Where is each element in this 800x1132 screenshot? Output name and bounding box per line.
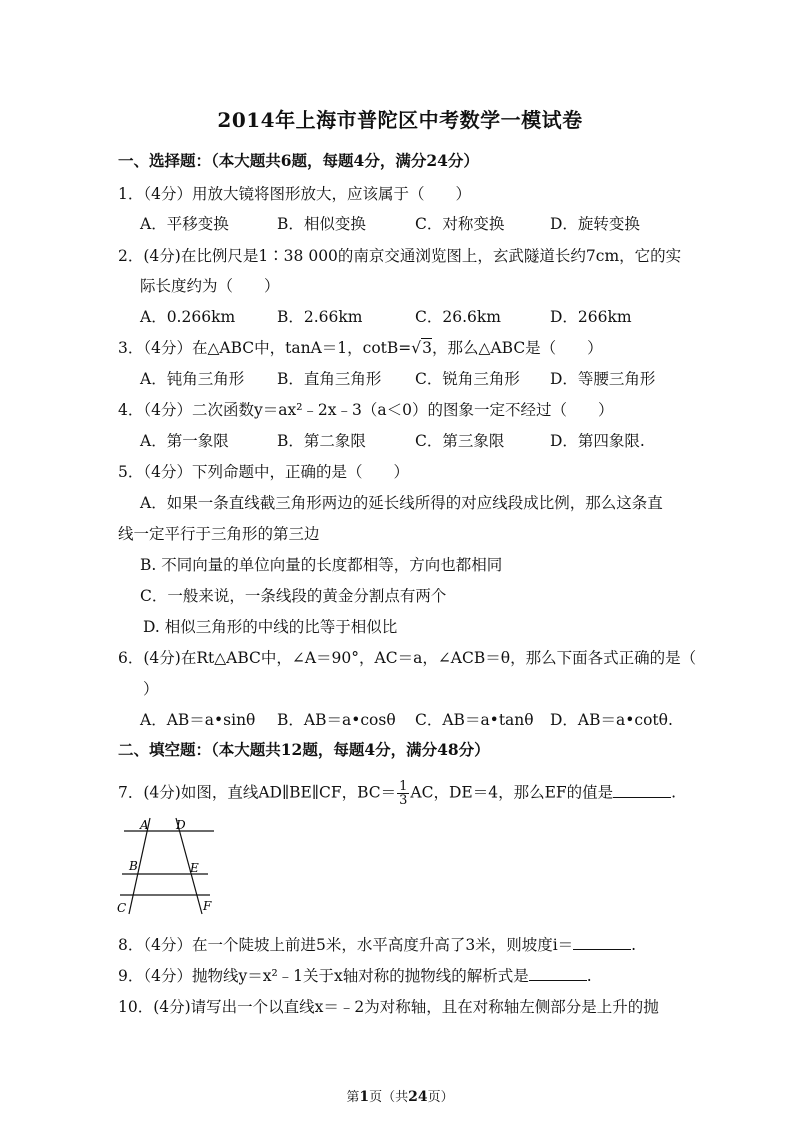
q1-option-a: A．平移变换 [140,215,229,233]
label-e: E [190,861,199,875]
footer-page-number: 1 [359,1089,370,1105]
q6-option-d: D．AB＝a•cotθ. [550,711,673,729]
q5-option-c: C．一般来说，一条线段的黄金分割点有两个 [140,587,447,605]
q6-option-c: C．AB＝a•tanθ [415,711,534,729]
q8-answer-blank[interactable] [573,935,631,950]
q6-option-a: A．AB＝a•sinθ [140,711,256,729]
q7-end: . [671,783,677,802]
q6-stem-line1: 6．(4分)在Rt△ABC中，∠A＝90°，AC＝a，∠ACB＝θ，那么下面各式正确的是（ [118,649,697,667]
q3-stem-post: ，那么△ABC是（ ） [432,339,603,357]
q10-stem: 10．(4分)请写出一个以直线x＝﹣2为对称轴，且在对称轴左侧部分是上升的抛 [118,998,659,1016]
q7-stem [118,780,676,807]
q5-stem: 5．（4分）下列命题中，正确的是（ ） [118,463,409,481]
q3-stem [118,338,603,358]
q4-option-c: C．第三象限 [415,432,505,450]
sqrt-sign: √ [411,339,422,357]
q7-answer-blank[interactable] [613,783,671,798]
q1-stem: 1．（4分）用放大镜将图形放大，应该属于（ ） [118,185,471,203]
q7-stem-post: AC，DE＝4，那么EF的值是 [410,783,614,802]
q3-option-c: C．锐角三角形 [415,370,520,388]
footer-total-pages: 24 [408,1089,428,1105]
q6-stem-line2: ） [143,680,159,698]
q2-stem-line2: 际长度约为（ ） [140,277,280,295]
q4-option-a: A．第一象限 [140,432,229,450]
q7-frac-den: 3 [399,793,408,808]
q2-stem-line1: 2．(4分)在比例尺是1∶38 000的南京交通浏览图上，玄武隧道长约7cm，它的实 [118,247,682,265]
q1-option-d: D．旋转变换 [550,215,640,233]
label-a: A [140,818,149,832]
q8-end: . [631,936,637,954]
q3-stem-pre: 3．（4分）在△ABC中，tanA＝1，cotB= [118,339,412,357]
q7-fraction [397,780,409,807]
q3-option-d: D．等腰三角形 [550,370,656,388]
q3-sqrt-value: 3 [422,339,433,357]
q5-option-a-line1: A．如果一条直线截三角形两边的延长线所得的对应线段成比例，那么这条直 [140,494,663,512]
q7-stem-pre: 7．(4分)如图，直线AD∥BE∥CF，BC＝ [118,783,397,802]
section1-heading: 一、选择题：（本大题共6题，每题4分，满分24分） [118,151,479,170]
q9-answer-blank[interactable] [529,966,587,981]
q6-option-b: B．AB＝a•cosθ [277,711,396,729]
q9-stem-text: 9．（4分）抛物线y＝x²﹣1关于x轴对称的抛物线的解析式是 [118,967,529,985]
label-d: D [176,818,186,832]
q3-option-b: B．直角三角形 [277,370,382,388]
q9-stem [118,966,592,986]
q8-stem-text: 8．（4分）在一个陡坡上前进5米，水平高度升高了3米，则坡度i＝ [118,936,574,954]
footer-mid: 页（共 [369,1090,409,1105]
q8-stem [118,935,636,955]
q5-option-d: D. 相似三角形的中线的比等于相似比 [143,618,398,636]
label-f: F [203,899,212,913]
label-c: C [117,901,127,915]
q2-option-a: A．0.266km [140,308,236,326]
page-title: 2014年上海市普陀区中考数学一模试卷 [217,108,583,132]
footer-post: 页） [427,1090,454,1105]
q4-option-d: D．第四象限. [550,432,645,450]
q5-option-b: B. 不同向量的单位向量的长度都相等，方向也都相同 [140,556,503,574]
footer-pre: 第 [346,1090,360,1105]
q2-option-b: B．2.66km [277,308,363,326]
q7-frac-num: 1 [399,779,408,794]
q3-option-a: A．钝角三角形 [140,370,245,388]
q1-option-b: B．相似变换 [277,215,366,233]
q2-option-c: C．26.6km [415,308,501,326]
q4-option-b: B．第二象限 [277,432,366,450]
page-footer [0,1086,800,1105]
q4-stem: 4．（4分）二次函数y＝ax²﹣2x﹣3（a＜0）的图象一定不经过（ ） [118,401,614,419]
q1-option-c: C．对称变换 [415,215,505,233]
label-b: B [129,859,138,873]
section2-heading: 二、填空题：（本大题共12题，每题4分，满分48分） [118,740,490,759]
q7-figure-parallel-lines [116,814,216,918]
q9-end: . [586,967,592,985]
q5-option-a-line2: 线一定平行于三角形的第三边 [118,525,320,543]
q2-option-d: D．266km [550,308,632,326]
